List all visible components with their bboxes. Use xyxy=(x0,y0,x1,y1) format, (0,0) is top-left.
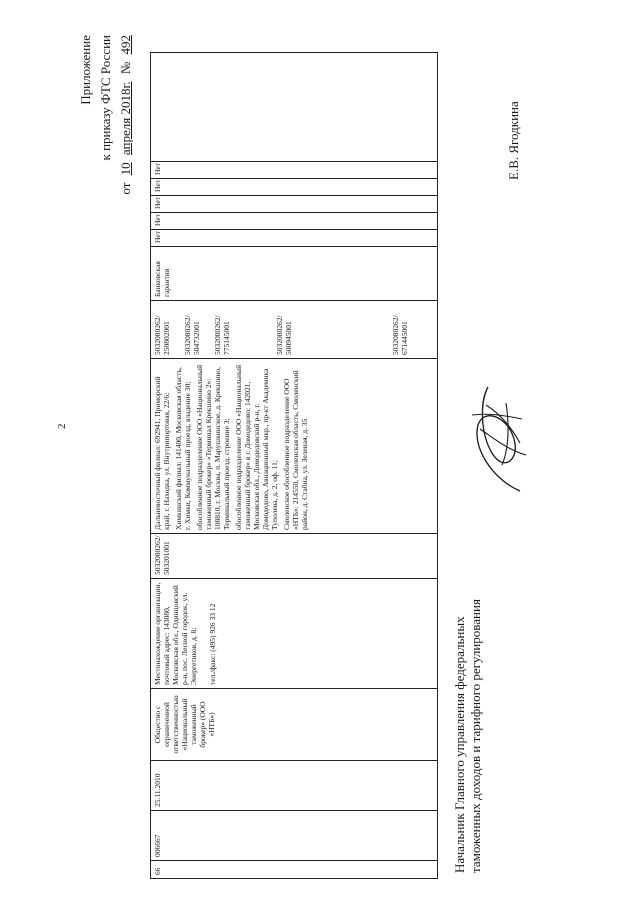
number-sign: № xyxy=(118,61,133,75)
cell-location xyxy=(151,579,438,689)
cell-branches xyxy=(151,359,438,534)
cell-guarantee: Банковская гарантия xyxy=(151,247,438,301)
signer-name: Е.В. Ягодкина xyxy=(506,101,521,180)
order-number: 492 xyxy=(118,35,133,55)
signature-image xyxy=(462,379,536,499)
cell-org-name: Общество с ограниченной ответственностью «Национальный таможенный брокер» (ООО «НТБ») xyxy=(151,689,438,761)
branch-item: обособленное подразделение ООО «Национальный таможенный брокер» «Терминал Крекшино 2»: 108810, г. Москва, п. Марушкинское, д. Крекшино, Терминальный проезд, строение 3; xyxy=(195,364,231,530)
cell-flag: Нет xyxy=(151,230,438,247)
appendix-date-line xyxy=(116,35,136,325)
appendix-header xyxy=(76,35,136,325)
branch-item: Смоленское обособленное подразделение ООО «НТБ»: 214550, Смоленская область, Смоленский район, д. Стабна, ул. Зеленая, д. 35 xyxy=(282,370,309,530)
from-word: от xyxy=(118,182,133,195)
cell-reg-number: 006667 xyxy=(151,811,438,861)
cell-flag: Нет xyxy=(151,179,438,196)
location-text: Местонахождение организации, почтовый адрес: 143080, Московская обл., Одинцовский р-н, пос. Лесной городок, ул. Энергетиков, д. 8; xyxy=(153,582,198,685)
registry-table xyxy=(150,52,438,879)
cell-branch-kpp xyxy=(151,301,438,359)
appendix-order-ref: к приказу ФТС России xyxy=(98,35,113,161)
rotated-sheet xyxy=(20,25,620,885)
cell-empty xyxy=(151,53,438,162)
branch-kpp: 5032080262/ 671445001 xyxy=(391,315,409,355)
branch-kpp: 5032080262/ 250802001 xyxy=(153,315,171,355)
phone-text: тел./факс: (495) 926 33 12 xyxy=(208,603,217,685)
cell-flag: Нет xyxy=(151,196,438,213)
table-row xyxy=(151,53,438,879)
cell-number: 66 xyxy=(151,861,438,879)
branch-kpp: 5032080262/ 775145001 xyxy=(213,315,231,355)
cell-flag: Нет xyxy=(151,162,438,179)
cell-inn-kpp: 5032080262/ 503201001 xyxy=(151,534,438,579)
branch-kpp: 5032080262/ 504732001 xyxy=(183,315,201,355)
branch-item: Дальневосточный филиал: 692941, Приморский край, г. Находка, ул. Внутрипортовая, 22/6; xyxy=(153,376,171,530)
page-number: 2 xyxy=(56,423,68,429)
order-month-year: апреля 2018г. xyxy=(118,81,133,156)
cell-date: 25.11.2010 xyxy=(151,761,438,811)
branch-item: Химкинский филиал: 141400, Московская область, г. Химки, Коммунальный проезд, владение 30; xyxy=(174,367,192,530)
branch-kpp: 5032080262/ 500945001 xyxy=(275,315,293,355)
order-day: 10 xyxy=(118,162,133,176)
appendix-title: Приложение xyxy=(78,35,93,105)
branch-item: обособленное подразделение ООО «Национальный таможенный брокер» в г. Домодедово: 142021, Московская обл., Домодедовский р-н, г. Домодедово, Авиационный мкр., пр-кт Академика Туполева, д. 2, оф. 11; xyxy=(234,364,279,530)
signer-position: Начальник Главного управления федеральных таможенных доходов и тарифного регулирования xyxy=(452,599,483,873)
cell-flag: Нет xyxy=(151,213,438,230)
